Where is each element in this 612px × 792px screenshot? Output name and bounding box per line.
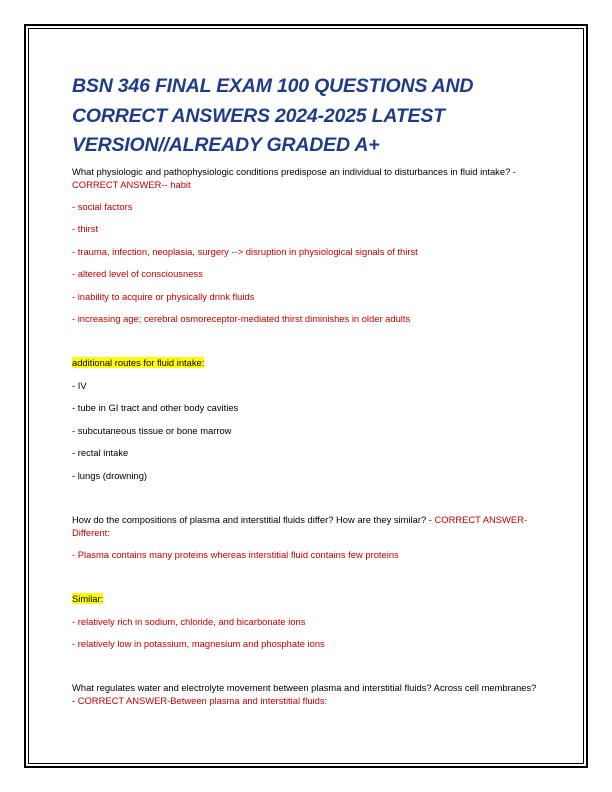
answer-item: - social factors [72,200,133,212]
similar-heading-line [72,592,540,605]
routes-heading: additional routes for fluid intake: [72,357,205,368]
question-3-text: What regulates water and electrolyte movement between plasma and interstitial fluids? Across cell membranes? - [72,682,537,706]
question-1 [72,165,540,191]
answer-item: - relatively low in potassium, magnesium and phosphate ions [72,638,325,649]
route-item: - rectal intake [72,447,129,458]
question-3-answer-label: CORRECT ANSWER-Between plasma and interstitial fluids: [77,695,328,706]
routes-heading-line [72,356,540,369]
document-title: BSN 346 FINAL EXAM 100 QUESTIONS AND CORRECT ANSWERS 2024-2025 LATEST VERSION//ALREADY GRADED A+ [72,75,474,156]
document-content [72,72,540,707]
answer-item: - thirst [72,223,99,234]
route-item: - subcutaneous tissue or bone marrow [72,424,232,436]
answer-item: - relatively rich in sodium, chloride, and bicarbonate ions [72,615,306,627]
answer-item: - inability to acquire or physically drink fluids [72,290,255,302]
answer-item: - trauma, infection, neoplasia, surgery --> disruption in physiological signals of thirst [72,245,418,257]
question-1-text: What physiologic and pathophysiologic conditions predispose an individual to disturbances in fluid intake? - [72,165,517,177]
answer-item: - increasing age; cerebral osmoreceptor-mediated thirst diminishes in older adults [72,313,411,324]
route-item: - IV [72,379,87,391]
question-2-answer-label: CORRECT ANSWER-Different: [72,513,528,538]
route-item: - lungs (drowning) [72,469,148,481]
question-2-text: How do the compositions of plasma and interstitial fluids differ? How are they similar? - [72,513,435,525]
question-3 [72,681,540,707]
question-1-answer-label: CORRECT ANSWER-- habit [72,178,191,190]
question-2 [72,513,540,539]
answer-item: - altered level of consciousness [72,268,203,279]
answer-item: - Plasma contains many proteins whereas interstitial fluid contains few proteins [72,549,399,560]
similar-heading: Similar: [72,593,104,604]
route-item: - tube in GI tract and other body cavities [72,402,239,413]
